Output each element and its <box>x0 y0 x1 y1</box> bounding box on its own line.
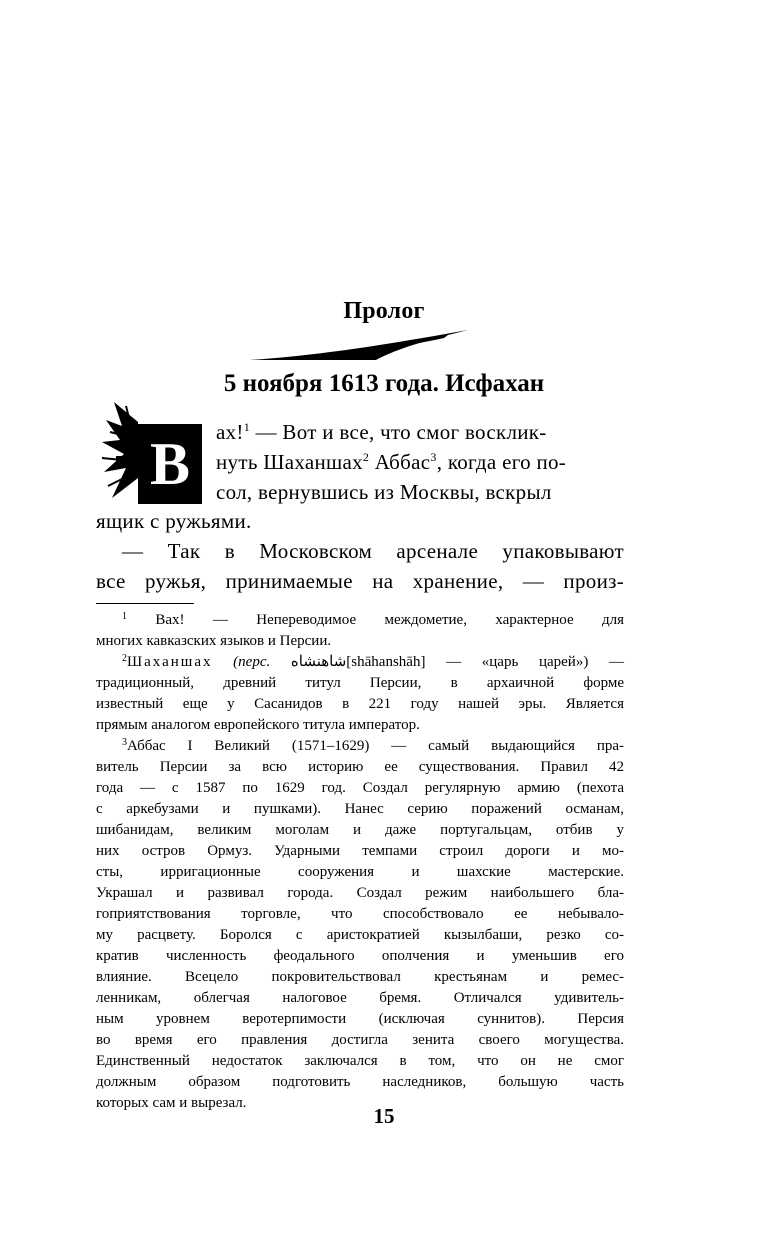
footnote-3-line-10: му расцвету. Боролся с аристократией кызылбаши, резко со- <box>96 927 624 943</box>
drop-cap-dash <box>116 456 138 464</box>
body-line-3: сол, вернувшись из Москвы, вскрыл <box>216 480 552 504</box>
body-line-1: ах!$^1$ — Вот и все, что смог восклик- <box>216 420 547 444</box>
body-line-2: нуть Шаханшах$^2$ Аббас$^3$, когда его по- <box>216 450 567 474</box>
footnote-ref-3[interactable]: 3 <box>430 450 437 464</box>
chapter-subtitle: 5 ноября 1613 года. Исфахан <box>223 370 545 397</box>
title-swash-ornament <box>248 326 470 364</box>
footnote-3-line-15: во время его правления достигла зенита своего могущества. <box>96 1032 624 1048</box>
chapter-title: Пролог <box>343 298 425 324</box>
footnote-3-line-6: них остров Ормуз. Ударными темпами строил дороги и мо- <box>96 843 624 859</box>
footnote-separator <box>96 603 194 604</box>
footnote-3-line-2: витель Персии за всю историю ее существования. Правил 42 <box>96 759 624 775</box>
footnote-2-line-3: известный еще у Сасанидов в 221 году нашей эры. Является <box>96 696 624 712</box>
footnote-3-line-14: ным уровнем веротерпимости (исключая суннитов). Персия <box>96 1011 624 1027</box>
footnote-2-line-2: традиционный, древний титул Персии, в архаичной форме <box>96 675 624 691</box>
page-number: 15 <box>373 1104 395 1128</box>
footnote-3-line-3: года — с 1587 по 1629 год. Создал регулярную армию (пехота <box>96 780 624 796</box>
footnote-3-line-8: Украшал и развивал города. Создал режим наибольшего бла- <box>96 885 624 901</box>
footnote-ref-2[interactable]: 2 <box>362 450 370 464</box>
footnote-3-line-12: влияние. Всецело покровительствовал крестьянам и ремес- <box>96 969 624 985</box>
footnote-3-line-5: шибанидам, великим моголам и даже португальцам, отбив у <box>96 822 624 838</box>
drop-cap-letter: В <box>138 424 202 504</box>
footnote-ref-1[interactable]: 1 <box>243 420 251 434</box>
drop-cap <box>96 402 216 506</box>
footnote-3-line-1: $^3$Аббас I Великий (1571–1629) — самый выдающийся пра- <box>122 737 624 754</box>
body-line-5: — Так в Московском арсенале упаковывают <box>122 539 624 563</box>
footnote-3-line-17: должным образом подготовить наследников, большую часть <box>96 1074 624 1090</box>
footnote-3-line-9: гоприятствования торговле, что способствовало ее небывало- <box>96 906 624 922</box>
footnote-1-line-2: многих кавказских языков и Персии. <box>96 633 332 649</box>
body-line-6: все ружья, принимаемые на хранение, — произ- <box>96 569 624 593</box>
footnote-3-line-4: с аркебузами и пушками). Нанес серию поражений османам, <box>96 801 624 817</box>
body-line-4: ящик с ружьями. <box>96 509 252 533</box>
footnote-3-line-13: ленникам, облегчая налоговое бремя. Отличался удивитель- <box>96 990 624 1006</box>
footnote-1-line-1: $^1$ Вах! — Непереводимое междометие, характерное для <box>122 611 624 628</box>
footnote-2-line-1: $^2$Шаханшах (перс. شاهنشاه[shāhanshāh] — «царь царей») — <box>122 653 625 670</box>
footnote-3-line-18: которых сам и вырезал. <box>96 1095 247 1111</box>
footnote-3-line-7: сты, ирригационные сооружения и шахские мастерские. <box>96 864 624 880</box>
footnote-3-line-16: Единственный недостаток заключался в том, что он не смог <box>96 1053 624 1069</box>
footnote-3-line-11: кратив численность феодального ополчения и уменьшив его <box>96 948 624 964</box>
footnote-2-line-4: прямым аналогом европейского титула император. <box>96 717 420 733</box>
